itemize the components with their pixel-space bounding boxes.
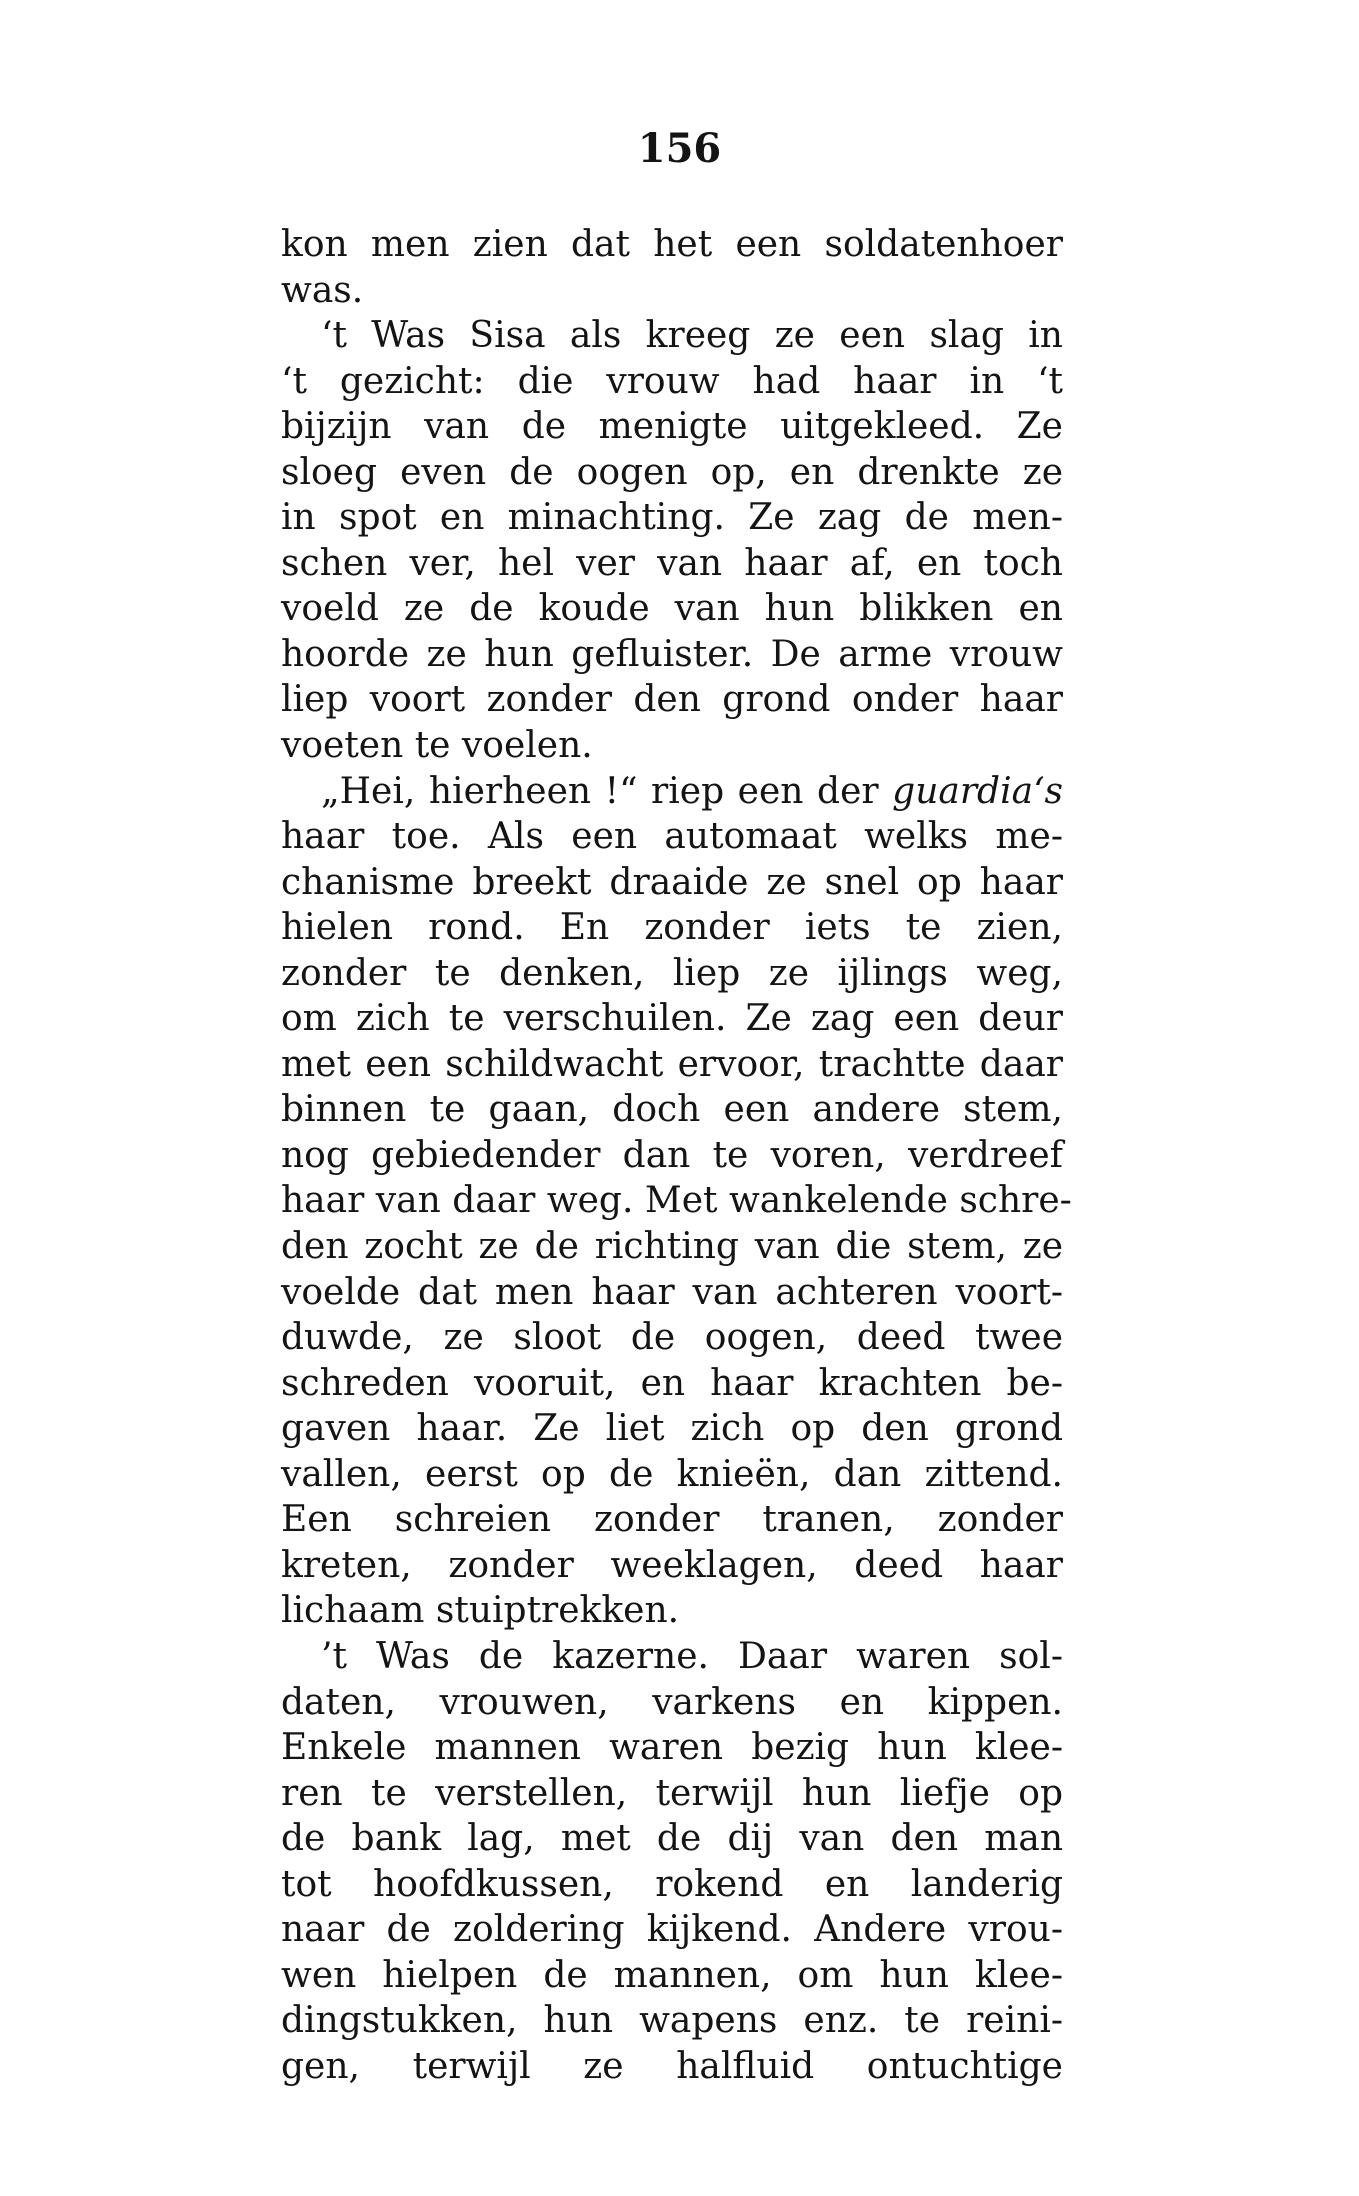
text-line: gaven haar. Ze liet zich op den grond [281, 1408, 1063, 1450]
text-line: lichaam stuiptrekken. [281, 1590, 680, 1632]
text-line: vallen, eerst op de knieën, dan zittend. [281, 1453, 1063, 1495]
text-line: hielen rond. En zonder iets te zien, [281, 907, 1063, 949]
text-line: nog gebiedender dan te voren, verdreef [281, 1134, 1063, 1176]
text-line: wen hielpen de mannen, om hun klee- [281, 1954, 1063, 1996]
text-line: ‘t gezicht: die vrouw had haar in ‘t [281, 360, 1063, 402]
page-number: 156 [637, 125, 722, 172]
text-line: naar de zoldering kijkend. Andere vrou- [281, 1909, 1063, 1951]
text-line: gen, terwijl ze halfluid ontuchtige [281, 2045, 1063, 2087]
text-line: ren te verstellen, terwijl hun liefje op [281, 1772, 1063, 1814]
text-line: binnen te gaan, doch een andere stem, [281, 1089, 1063, 1131]
text-line: kreten, zonder weeklagen, deed haar [281, 1544, 1063, 1586]
text-line: duwde, ze sloot de oogen, deed twee [281, 1317, 1063, 1359]
text-line: liep voort zonder den grond onder haar [281, 679, 1063, 721]
italic-word: guardia‘s [892, 770, 1063, 812]
text-line: ’t Was de kazerne. Daar waren sol- [321, 1635, 1063, 1677]
body-text [281, 222, 1072, 2089]
text-line-part: „Hei, hierheen !“ riep een der [321, 770, 893, 812]
text-line: tot hoofdkussen, rokend en landerig [281, 1863, 1063, 1905]
text-line: den zocht ze de richting van die stem, ze [281, 1226, 1063, 1268]
text-line: ‘t Was Sisa als kreeg ze een slag in [321, 315, 1063, 357]
text-line-with-italic [281, 769, 1063, 815]
text-line: voelde dat men haar van achteren voort- [281, 1271, 1063, 1313]
text-line: bijzijn van de menigte uitgekleed. Ze [281, 406, 1063, 448]
text-line: Een schreien zonder tranen, zonder [281, 1499, 1063, 1541]
text-line: de bank lag, met de dij van den man [281, 1818, 1063, 1860]
text-line: haar van daar weg. Met wankelende schre- [281, 1180, 1072, 1222]
text-line: in spot en minachting. Ze zag de men- [281, 497, 1063, 539]
text-line: schen ver, hel ver van haar af, en toch [281, 542, 1063, 584]
text-line: met een schildwacht ervoor, trachtte daar [281, 1043, 1063, 1085]
text-line: om zich te verschuilen. Ze zag een deur [281, 998, 1063, 1040]
text-line: zonder te denken, liep ze ijlings weg, [281, 952, 1063, 994]
text-line: schreden vooruit, en haar krachten be- [281, 1362, 1063, 1404]
text-line: daten, vrouwen, varkens en kippen. [281, 1681, 1063, 1723]
text-line: kon men zien dat het een soldatenhoer [281, 224, 1063, 265]
text-line: dingstukken, hun wapens enz. te reini- [281, 2000, 1063, 2042]
text-line: was. [281, 269, 364, 311]
text-line: Enkele mannen waren bezig hun klee- [281, 1727, 1063, 1769]
text-line: voeld ze de koude van hun blikken en [281, 588, 1063, 630]
text-line: hoorde ze hun gefluister. De arme vrouw [281, 633, 1063, 675]
text-line: voeten te voelen. [281, 725, 593, 767]
text-line: haar toe. Als een automaat welks me- [281, 816, 1063, 858]
text-line: chanisme breekt draaide ze snel op haar [281, 861, 1063, 903]
text-line: sloeg even de oogen op, en drenkte ze [281, 451, 1063, 493]
